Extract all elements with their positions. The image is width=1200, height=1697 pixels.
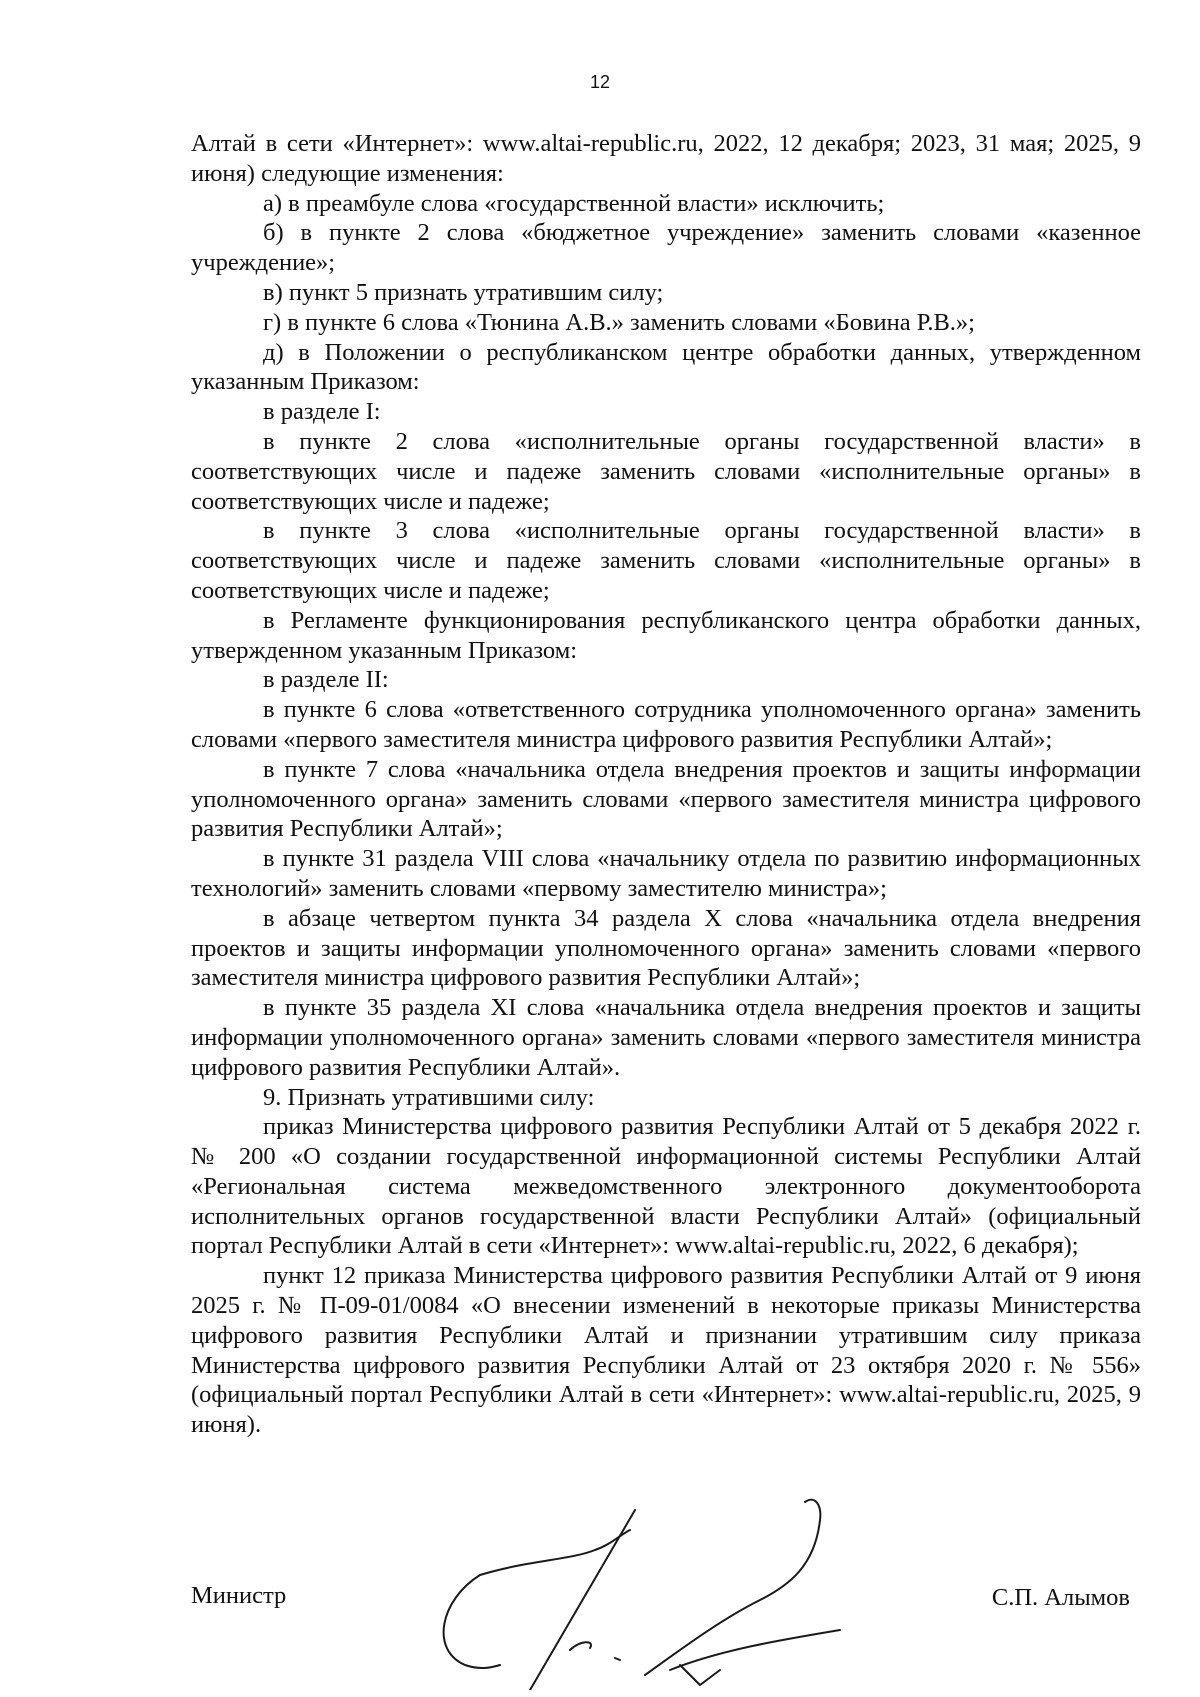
paragraph: а) в преамбуле слова «государственной власти» исключить;	[263, 189, 885, 217]
paragraph: в пункте 7 слова «начальника отдела внедрения проектов и защиты информации уполномоченного органа» заменить словами «первого заместителя министра цифрового развития Республики Алтай»;	[191, 755, 1141, 843]
paragraph: д) в Положении о республиканском центре обработки данных, утвержденном указанным Приказом:	[191, 338, 1141, 396]
paragraph: б) в пункте 2 слова «бюджетное учреждение» заменить словами «казенное учреждение»;	[191, 219, 1141, 277]
paragraph: в разделе II:	[263, 666, 389, 694]
signatory-name: С.П. Алымов	[991, 1584, 1130, 1611]
paragraph: в пункте 6 слова «ответственного сотрудника уполномоченного органа» заменить словами «первого заместителя министра цифрового развития Республики Алтай»;	[191, 696, 1141, 753]
paragraph: приказ Министерства цифрового развития Республики Алтай от 5 декабря 2022 г. № 200 «О создании государственной информационной системы Республики Алтай «Региональная система межведомственного электронного документооборота исполнительных органов государственной власти Республики Алтай» (официальный портал Республики Алтай в сети «Интернет»: www.altai-republic.ru, 2022, 6 декабря);	[191, 1113, 1141, 1260]
paragraph: пункт 12 приказа Министерства цифрового развития Республики Алтай от 9 июня 2025 г. № П-09-01/0084 «О внесении изменений в некоторые приказы Министерства цифрового развития Республики Алтай и признании утратившим силу приказа Министерства цифрового развития Республики Алтай от 23 октября 2020 г. № 556» (официальный портал Республики Алтай в сети «Интернет»: www.altai-republic.ru, 2025, 9 июня).	[191, 1262, 1141, 1439]
signatory-title: Министр	[191, 1582, 287, 1609]
paragraph: в пункте 31 раздела VIII слова «начальнику отдела по развитию информационных технологий» заменить словами «первому заместителю министра»;	[191, 845, 1141, 902]
paragraph: г) в пункте 6 слова «Тюнина А.В.» заменить словами «Бовина Р.В.»;	[263, 308, 975, 336]
page-number: 12	[589, 72, 611, 92]
paragraph: 9. Признать утратившими силу:	[263, 1083, 595, 1111]
document-body	[191, 129, 1141, 1440]
paragraph: в Регламенте функционирования республиканского центра обработки данных, утвержденном указанным Приказом:	[191, 606, 1141, 664]
handwritten-signature	[420, 1490, 900, 1690]
paragraph: в пункте 3 слова «исполнительные органы государственной власти» в соответствующих числе и падеже заменить словами «исполнительные органы» в соответствующих числе и падеже;	[191, 517, 1141, 604]
paragraph: Алтай в сети «Интернет»: www.altai-republic.ru, 2022, 12 декабря; 2023, 31 мая; 2025, 9 июня) следующие изменения:	[191, 130, 1141, 187]
paragraph: в) пункт 5 признать утратившим силу;	[263, 278, 664, 306]
paragraph: в пункте 2 слова «исполнительные органы государственной власти» в соответствующих числе и падеже заменить словами «исполнительные органы» в соответствующих числе и падеже;	[191, 427, 1141, 515]
paragraph: в разделе I:	[263, 398, 381, 426]
paragraph: в абзаце четвертом пункта 34 раздела X слова «начальника отдела внедрения проектов и защиты информации уполномоченного органа» заменить словами «первого заместителя министра цифрового развития Республики Алтай»;	[191, 904, 1141, 992]
paragraph: в пункте 35 раздела XI слова «начальника отдела внедрения проектов и защиты информации уполномоченного органа» заменить словами «первого заместителя министра цифрового развития Республики Алтай».	[191, 994, 1141, 1081]
